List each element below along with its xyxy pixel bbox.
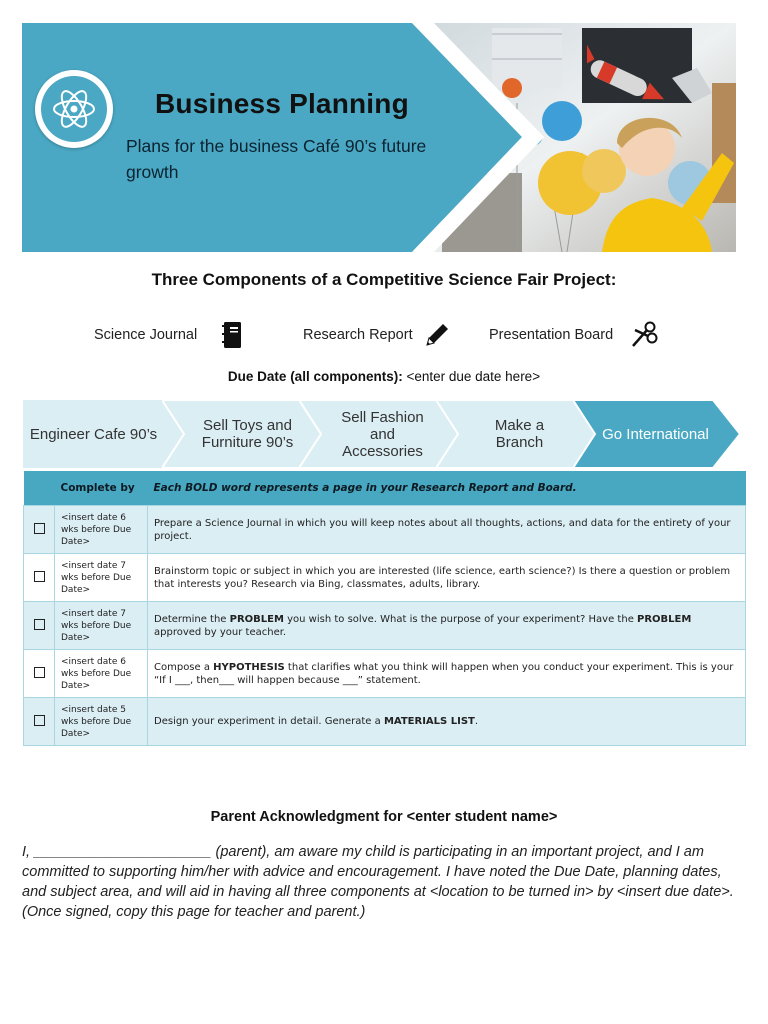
table-row — [24, 650, 746, 698]
component-research-report — [303, 321, 451, 349]
task-checkbox[interactable] — [24, 602, 55, 650]
process-step-label: Engineer Cafe 90’s — [29, 425, 158, 443]
task-text: approved by your teacher. — [154, 626, 287, 638]
description-header: Each BOLD word represents a page in your Research Report and Board. — [148, 471, 746, 506]
acknowledgment-body: I, ______________________ (parent), am aware my child is participating in an important project, and I am committed to supporting him/her with advice and encouragement. I have noted the Due Date, planning dates, and subject area, and will aid in having all three components at <location to be turned in> by <insert due date>. (Once signed, copy this page for teacher and parent.) — [22, 844, 734, 920]
task-checkbox[interactable] — [24, 506, 55, 554]
task-text: Compose a — [154, 661, 214, 673]
task-text: Prepare a Science Journal in which you will keep notes about all thoughts, actions, and data for the entirety of your project. — [154, 517, 731, 542]
component-presentation-board — [489, 321, 659, 349]
section-heading: Three Components of a Competitive Science Fair Project: — [151, 270, 617, 289]
due-date-line — [0, 369, 768, 384]
task-text: you wish to solve. What is the purpose of your experiment? Have the — [283, 613, 638, 625]
component-science-journal — [94, 321, 243, 349]
table-row — [24, 506, 746, 554]
atom-icon — [50, 85, 98, 133]
table-row — [24, 698, 746, 746]
logo-badge — [35, 70, 113, 148]
checkbox-column-header — [24, 471, 55, 506]
task-checkbox[interactable] — [24, 698, 55, 746]
process-step-label: Make a Branch — [494, 417, 545, 451]
task-table — [23, 471, 746, 746]
process-step-label: Sell Toys and Furniture 90’s — [201, 417, 294, 451]
due-date-value: <enter due date here> — [406, 369, 541, 384]
task-checkbox[interactable] — [24, 554, 55, 602]
banner-subtitle: Plans for the business Café 90’s future growth — [126, 136, 427, 182]
task-description — [148, 698, 746, 746]
task-description — [148, 650, 746, 698]
task-description — [148, 602, 746, 650]
task-keyword: PROBLEM — [637, 613, 692, 625]
process-step-label: Go International — [602, 425, 709, 443]
table-row — [24, 554, 746, 602]
task-date: <insert date 6 wks before Due Date> — [55, 650, 148, 698]
task-date: <insert date 7 wks before Due Date> — [55, 554, 148, 602]
acknowledgment-title: Parent Acknowledgment for <enter student name> — [210, 809, 558, 825]
task-description — [148, 506, 746, 554]
task-date: <insert date 5 wks before Due Date> — [55, 698, 148, 746]
pencil-icon — [423, 321, 451, 349]
task-text: that clarifies what you think will happen when you conduct your experiment. This is your “If I ___, then___ will happen because ___” statement. — [154, 661, 734, 686]
table-header-row — [24, 471, 746, 506]
task-text: . — [474, 716, 479, 727]
table-row — [24, 602, 746, 650]
component-label: Research Report — [303, 327, 413, 343]
task-text: Brainstorm topic or subject in which you are interested (life science, earth science?) Is there a question or problem that interests you? Research via Bing, classmates, adults, library. — [154, 565, 731, 590]
component-label: Presentation Board — [489, 327, 614, 343]
task-keyword: PROBLEM — [229, 613, 284, 625]
task-text: Determine the — [154, 613, 230, 625]
due-date-label: Due Date (all components): — [227, 369, 403, 384]
task-date: <insert date 7 wks before Due Date> — [55, 602, 148, 650]
complete-by-header: Complete by — [55, 471, 148, 506]
process-step-5 — [573, 400, 740, 468]
task-date: <insert date 6 wks before Due Date> — [55, 506, 148, 554]
component-label: Science Journal — [94, 327, 198, 343]
journal-icon — [221, 321, 243, 349]
process-step-label: Sell Fashion and Accessories — [341, 408, 424, 460]
banner-title: Business Planning — [155, 88, 409, 119]
task-keyword: HYPOTHESIS — [213, 661, 285, 673]
scissors-icon — [629, 320, 659, 350]
task-text: Design your experiment in detail. Generate a — [154, 716, 384, 727]
task-description — [148, 554, 746, 602]
task-keyword: MATERIALS LIST — [383, 716, 475, 727]
task-checkbox[interactable] — [24, 650, 55, 698]
